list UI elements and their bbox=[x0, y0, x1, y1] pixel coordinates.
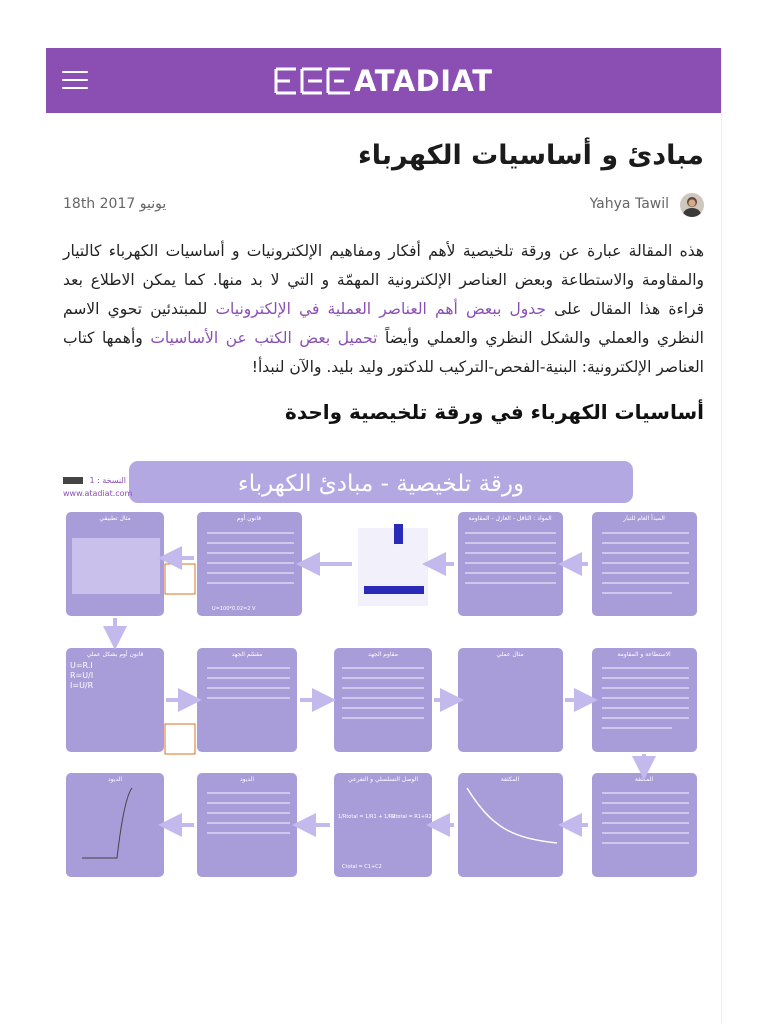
intro-text-1: هذه المقالة عبارة عن ورقة تلخيصية لأهم أفكار ومفاهيم الإلكترونيات و أساسيات الكهرباء كالتيار والمقاومة والاستطاعة وبعض العناصر الإلكترونية المهمّة و التي لا بد منها. كما يمكن الاطلاع بعد قراءة هذا المقال على bbox=[63, 242, 705, 318]
voltage-example: U=100*0.02=2 V bbox=[212, 606, 256, 612]
card-label-6: مثال عملي bbox=[496, 651, 524, 658]
brand-logo[interactable] bbox=[274, 65, 493, 97]
cap-formula: Ctotal = C1+C2 bbox=[342, 864, 382, 870]
card-label-14: الديود bbox=[107, 776, 123, 783]
logo-mark-icon bbox=[274, 67, 352, 95]
card-label-2: المواد : الناقل - العازل - المقاومة bbox=[468, 515, 552, 522]
article-title: مبادئ و أساسيات الكهرباء bbox=[357, 140, 704, 171]
card-label-10: المكثفة bbox=[634, 776, 654, 783]
author-avatar[interactable] bbox=[680, 193, 704, 217]
row-2 bbox=[66, 648, 697, 754]
card-label-3: قانون أوم bbox=[236, 515, 262, 522]
card-label-4: مثال تطبيقي bbox=[99, 515, 131, 522]
cc-license-icon bbox=[63, 477, 83, 484]
card-label-1: المبدأ العام للتيار bbox=[623, 515, 665, 522]
intro-text-3: وأهمها كتاب العناصر الإلكترونية: البنية-الفحص-التركيب للدكتور وليد بليد. والآن لنبدأ! bbox=[63, 329, 704, 376]
intro-text-2: للمبتدئين تحوي الاسم النظري والعملي والشكل النظري والعملي وأيضاً bbox=[63, 300, 704, 347]
cheatsheet-version: النسخة : 1 bbox=[89, 476, 126, 485]
card-label-5: الاستطاعة و المقاومة bbox=[617, 651, 671, 658]
books-download-link[interactable]: تحميل بعض الكتب عن الأساسيات bbox=[150, 329, 378, 347]
section-heading: أساسيات الكهرباء في ورقة تلخيصية واحدة bbox=[285, 400, 704, 424]
top-navigation-bar bbox=[46, 48, 721, 113]
card-label-9: قانون أوم بشكل عملي bbox=[86, 651, 144, 658]
row-3 bbox=[66, 773, 697, 877]
cheatsheet-banner-text: ورقة تلخيصية - مبادئ الكهرباء bbox=[237, 471, 525, 497]
card-label-11: المكثفة bbox=[500, 776, 520, 783]
article-frame bbox=[46, 48, 722, 1024]
author-name[interactable]: Yahya Tawil bbox=[589, 196, 669, 212]
series-formula: 1/Rtotal = 1/R1 + 1/R2 bbox=[338, 814, 396, 820]
ohm-formula-1: U=R.I bbox=[70, 661, 93, 670]
hamburger-icon[interactable] bbox=[62, 71, 88, 89]
ohm-formula-3: I=U/R bbox=[70, 681, 94, 690]
card-label-7: مقاوم الجهد bbox=[368, 651, 398, 658]
cheatsheet-site: www.atadiat.com bbox=[63, 489, 133, 498]
ohm-formula-2: R=U/I bbox=[70, 671, 94, 680]
intro-paragraph bbox=[63, 237, 704, 382]
card-label-8: مقسّم الجهد bbox=[231, 651, 263, 658]
brand-name: ATADIAT bbox=[354, 64, 493, 98]
components-table-link[interactable]: جدول ببعض أهم العناصر العملية في الإلكترونيات bbox=[215, 300, 547, 318]
card-label-13: الديود bbox=[239, 776, 255, 783]
cheatsheet-image[interactable] bbox=[62, 458, 706, 884]
card-label-12: الوصل التسلسلي و التفرعي bbox=[347, 776, 419, 783]
publish-date: 18th يونيو 2017 bbox=[63, 196, 167, 212]
parallel-formula: Rtotal = R1+R2 bbox=[392, 814, 432, 820]
